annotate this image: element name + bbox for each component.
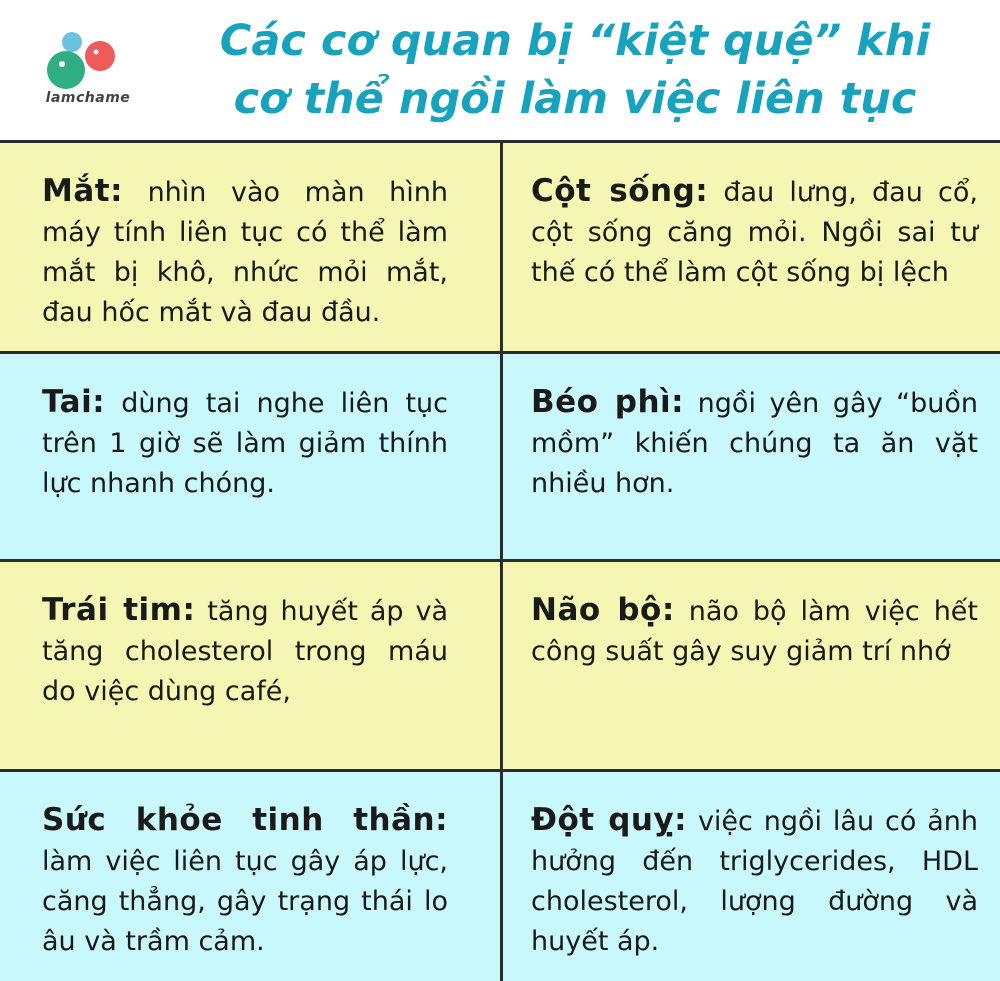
organ-label: Béo phì: (531, 384, 685, 420)
organ-label: Tai: (42, 384, 106, 420)
organ-card-heart (0, 562, 500, 769)
title-line-2: cơ thể ngồi làm việc liên tục (233, 74, 917, 124)
organ-card-eyes (0, 143, 500, 351)
organ-description: tăng huyết áp và tăng cholesterol trong máu do việc dùng café, (42, 596, 448, 707)
organ-card-spine (503, 143, 1000, 351)
organ-label: Trái tim: (42, 592, 196, 628)
logo-bubbles-icon (42, 30, 132, 90)
page-title (160, 12, 990, 128)
brand-logo (28, 30, 148, 110)
organ-description: dùng tai nghe liên tục trên 1 giờ sẽ làm giảm thính lực nhanh chóng. (42, 388, 448, 499)
organ-card-obesity (503, 354, 1000, 559)
organ-label: Mắt: (42, 173, 123, 209)
organ-label: Sức khỏe tinh thần: (42, 802, 448, 838)
organ-description: đau lưng, đau cổ, cột sống căng mỏi. Ngồi sai tư thế có thể làm cột sống bị lệch (531, 177, 978, 288)
logo-text: lamchame (45, 90, 131, 106)
organ-description: việc ngồi lâu có ảnh hưởng đến triglycerides, HDL cholesterol, lượng đường và huyết áp. (531, 806, 978, 957)
organ-card-mental-health (0, 772, 500, 981)
title-line-1: Các cơ quan bị “kiệt quệ” khi (219, 16, 931, 66)
organ-description: nhìn vào màn hình máy tính liên tục có thể làm mắt bị khô, nhức mỏi mắt, đau hốc mắt và đau đầu. (42, 177, 448, 328)
organ-description: ngồi yên gây “buồn mồm” khiến chúng ta ăn vặt nhiều hơn. (531, 388, 978, 499)
organ-label: Não bộ: (531, 592, 675, 628)
organ-label: Đột quỵ: (531, 802, 688, 838)
organ-card-ears (0, 354, 500, 559)
grid-divider-vertical (500, 140, 503, 981)
header (0, 0, 1000, 140)
organ-description: não bộ làm việc hết công suất gây suy giảm trí nhớ (531, 596, 979, 667)
organ-label: Cột sống: (531, 173, 709, 209)
organ-description: làm việc liên tục gây áp lực, căng thẳng, gây trạng thái lo âu và trầm cảm. (42, 846, 448, 957)
organ-card-brain (503, 562, 1000, 769)
organ-card-stroke (503, 772, 1000, 981)
